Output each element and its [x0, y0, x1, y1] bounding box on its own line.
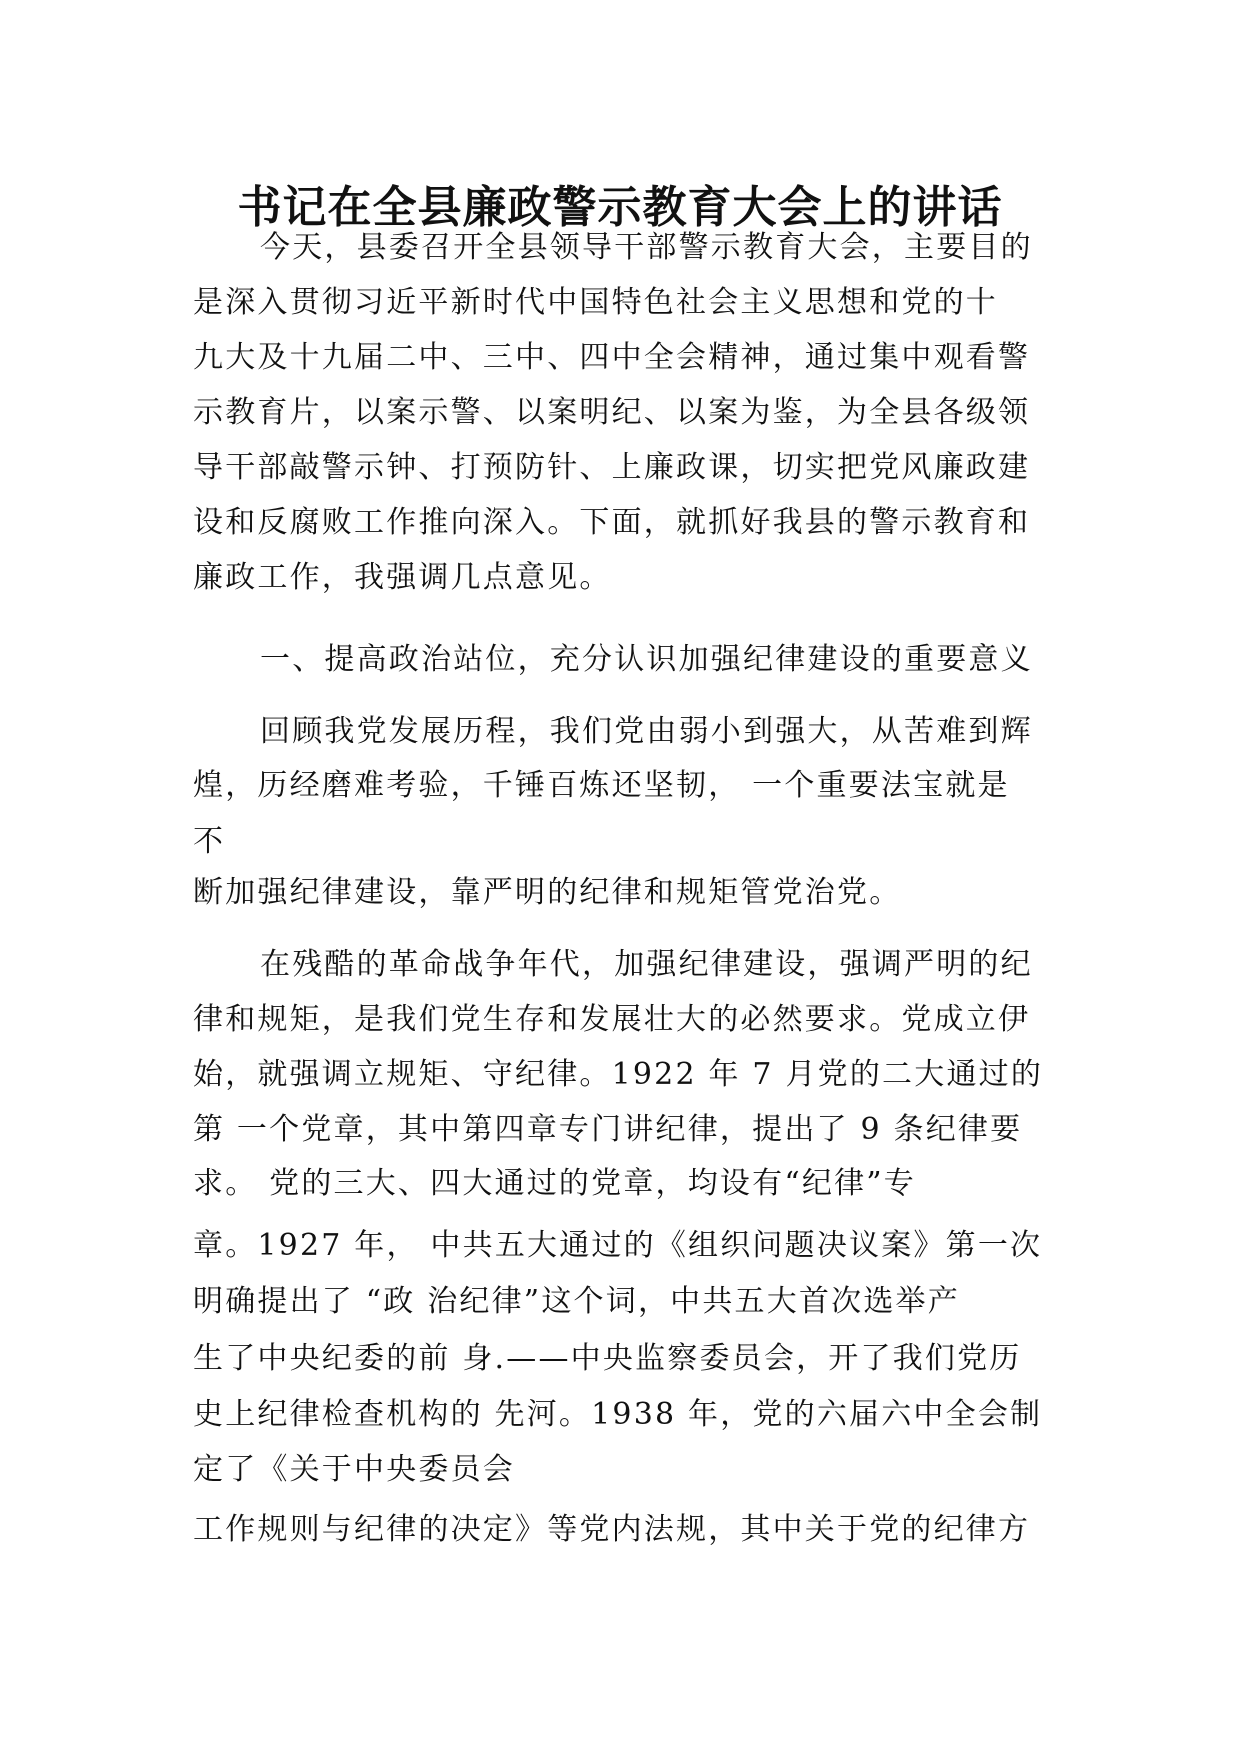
body-line: 煌，历经磨难考验，千锤百炼还坚韧， 一个重要法宝就是	[193, 768, 1010, 803]
body-line: 工作规则与纪律的决定》等党内法规，其中关于党的纪律方	[193, 1512, 1031, 1547]
body-line: 导干部敲警示钟、打预防针、上廉政课，切实把党风廉政建	[193, 450, 1031, 485]
section-heading: 一、提高政治站位，充分认识加强纪律建设的重要意义	[260, 642, 1033, 677]
body-line: 断加强纪律建设，靠严明的纪律和规矩管党治党。	[193, 875, 902, 910]
body-line: 生了中央纪委的前 身.——中央监察委员会，开了我们党历	[193, 1341, 1022, 1376]
document-title: 书记在全县廉政警示教育大会上的讲话	[237, 182, 1003, 233]
body-line: 章。1927 年， 中共五大通过的《组织问题决议案》第一次	[193, 1228, 1043, 1263]
body-line: 是深入贯彻习近平新时代中国特色社会主义思想和党的十	[193, 285, 998, 320]
body-line: 在残酷的革命战争年代，加强纪律建设，强调严明的纪	[260, 947, 1033, 982]
body-line: 回顾我党发展历程，我们党由弱小到强大，从苦难到辉	[260, 714, 1033, 749]
body-line: 示教育片，以案示警、以案明纪、以案为鉴，为全县各级领	[193, 395, 1031, 430]
body-line: 九大及十九届二中、三中、四中全会精神，通过集中观看警	[193, 340, 1031, 375]
body-line: 不	[193, 824, 226, 859]
body-line: 律和规矩，是我们党生存和发展壮大的必然要求。党成立伊	[193, 1002, 1031, 1037]
body-line: 始，就强调立规矩、守纪律。1922 年 7 月党的二大通过的	[193, 1057, 1044, 1092]
body-line: 明确提出了 “政 治纪律”这个词，中共五大首次选举产	[193, 1284, 960, 1319]
body-line: 设和反腐败工作推向深入。下面，就抓好我县的警示教育和	[193, 505, 1031, 540]
body-line: 廉政工作，我强调几点意见。	[193, 560, 612, 595]
body-line: 今天，县委召开全县领导干部警示教育大会，主要目的	[260, 230, 1033, 265]
body-line: 第 一个党章，其中第四章专门讲纪律，提出了 9 条纪律要	[193, 1112, 1023, 1147]
body-line: 定了《关于中央委员会	[193, 1452, 515, 1487]
body-line: 史上纪律检查机构的 先河。1938 年，党的六届六中全会制	[193, 1397, 1043, 1432]
body-line: 求。 党的三大、四大通过的党章，均设有“纪律”专	[193, 1166, 917, 1201]
